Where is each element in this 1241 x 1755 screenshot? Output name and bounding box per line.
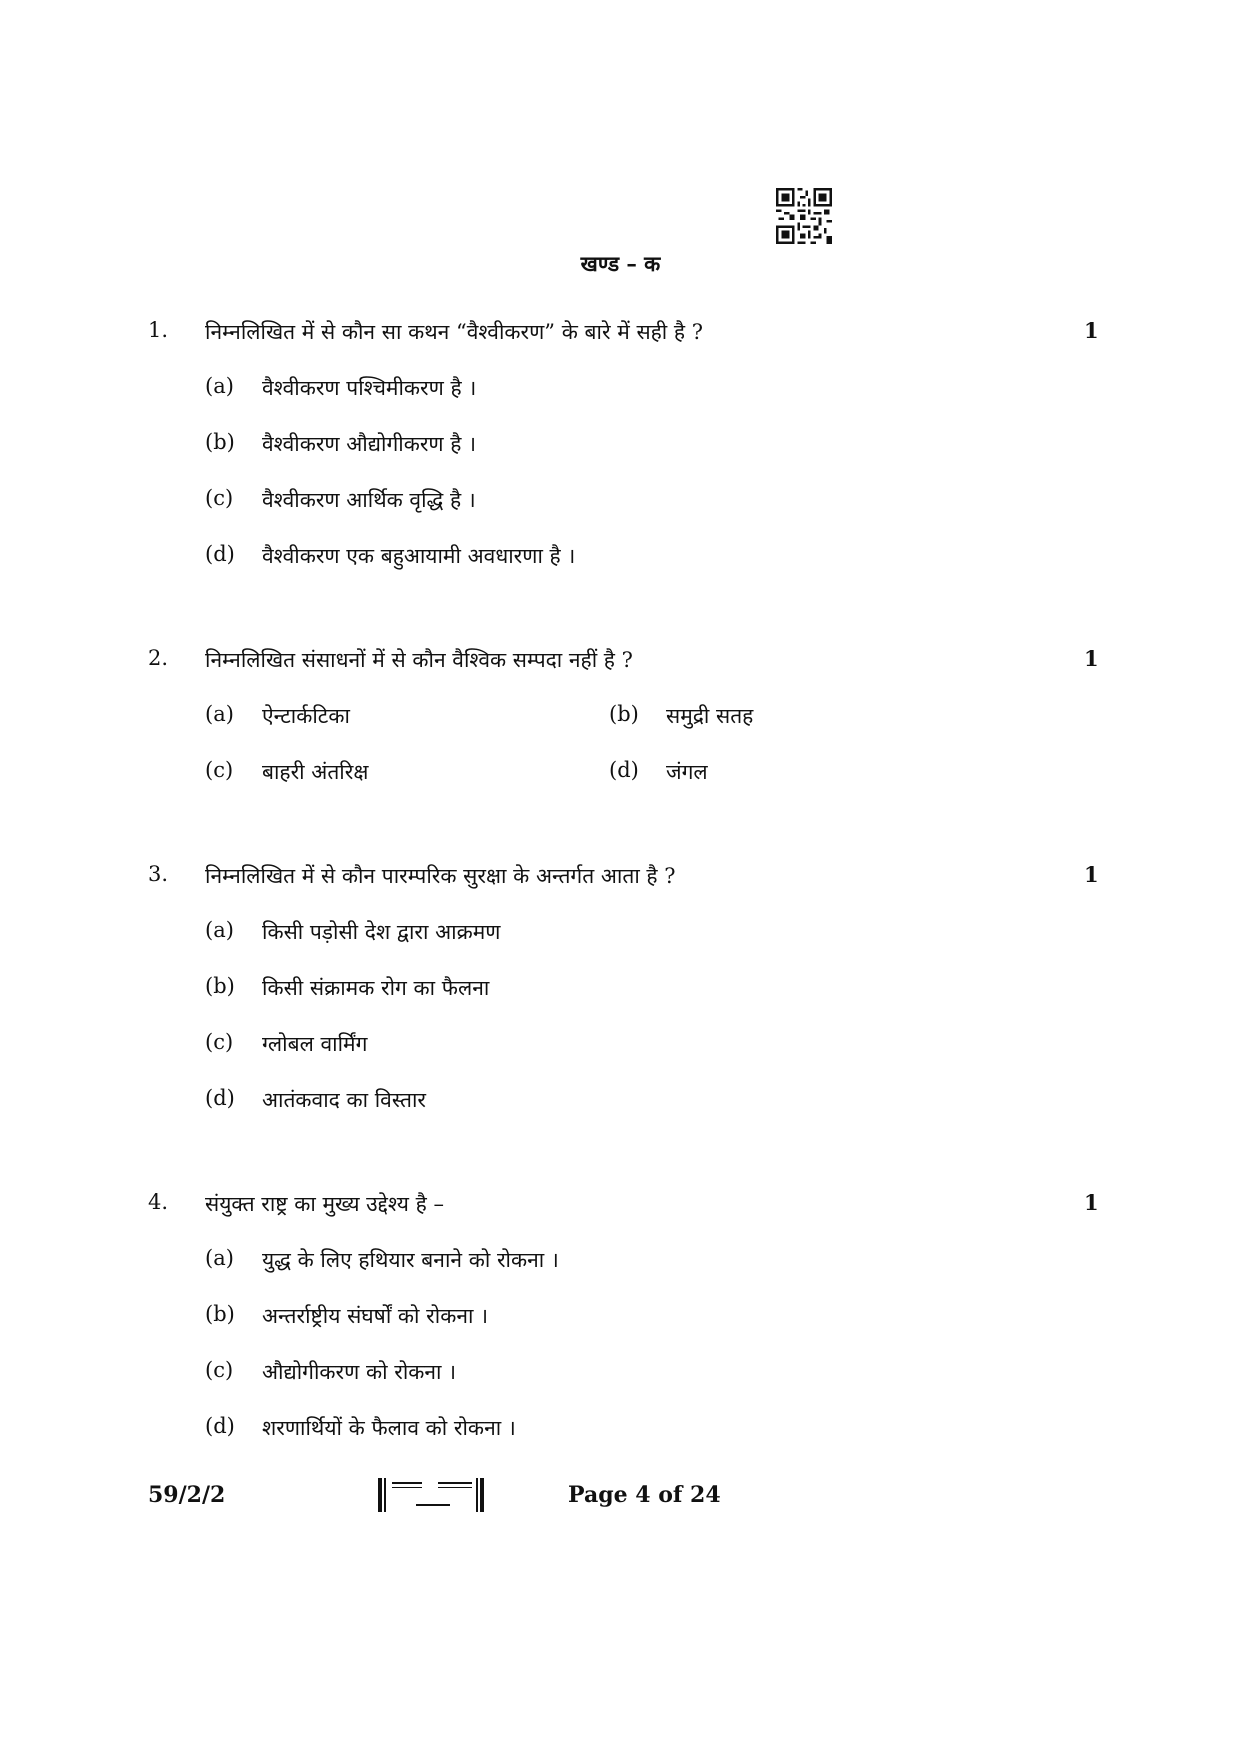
question-3-number: 3. bbox=[148, 862, 169, 886]
question-2-option-d-label: (d) bbox=[609, 758, 639, 782]
question-3-marks: 1 bbox=[1084, 862, 1099, 887]
question-4-marks: 1 bbox=[1084, 1190, 1099, 1215]
question-2-option-b-label: (b) bbox=[609, 702, 639, 726]
question-1-option-d-text: वैश्वीकरण एक बहुआयामी अवधारणा है । bbox=[262, 544, 576, 568]
question-2-marks: 1 bbox=[1084, 646, 1099, 671]
question-3-option-d-text: आतंकवाद का विस्तार bbox=[262, 1088, 427, 1112]
question-1-option-b-label: (b) bbox=[205, 430, 235, 454]
question-4-option-a-text: युद्ध के लिए हथियार बनाने को रोकना । bbox=[262, 1248, 559, 1272]
section-title: खण्ड – क bbox=[580, 251, 661, 276]
question-2-option-d-text: जंगल bbox=[666, 760, 708, 784]
question-2-number: 2. bbox=[148, 646, 169, 670]
question-3-option-a-text: किसी पड़ोसी देश द्वारा आक्रमण bbox=[262, 920, 501, 944]
question-1-marks: 1 bbox=[1084, 318, 1099, 343]
question-2-option-c-text: बाहरी अंतरिक्ष bbox=[262, 760, 369, 784]
question-3-option-b-text: किसी संक्रामक रोग का फैलना bbox=[262, 976, 490, 1000]
qr-code-icon bbox=[776, 188, 832, 244]
question-2-option-a-text: ऐन्टार्कटिका bbox=[262, 704, 350, 728]
question-1-number: 1. bbox=[148, 318, 169, 342]
question-3-option-b-label: (b) bbox=[205, 974, 235, 998]
question-4-option-c-text: औद्योगीकरण को रोकना । bbox=[262, 1360, 457, 1384]
question-3-option-d-label: (d) bbox=[205, 1086, 235, 1110]
question-4-option-b-text: अन्तर्राष्ट्रीय संघर्षों को रोकना । bbox=[262, 1304, 489, 1328]
question-1-option-a-label: (a) bbox=[205, 374, 234, 398]
question-1-option-a-text: वैश्वीकरण पश्चिमीकरण है । bbox=[262, 376, 477, 400]
question-3-text: निम्नलिखित में से कौन पारम्परिक सुरक्षा के अन्तर्गत आता है ? bbox=[205, 864, 676, 888]
question-4-text: संयुक्त राष्ट्र का मुख्य उद्देश्य है – bbox=[205, 1192, 444, 1216]
question-4-number: 4. bbox=[148, 1190, 169, 1214]
question-2-text: निम्नलिखित संसाधनों में से कौन वैश्विक सम्पदा नहीं है ? bbox=[205, 648, 633, 672]
question-4-option-d-text: शरणार्थियों के फैलाव को रोकना । bbox=[262, 1416, 516, 1440]
question-1-option-c-label: (c) bbox=[205, 486, 234, 510]
barcode-icon bbox=[378, 1478, 484, 1512]
question-2-option-a-label: (a) bbox=[205, 702, 234, 726]
question-3-option-c-label: (c) bbox=[205, 1030, 234, 1054]
question-1-option-b-text: वैश्वीकरण औद्योगीकरण है । bbox=[262, 432, 477, 456]
question-4-option-c-label: (c) bbox=[205, 1358, 234, 1382]
question-3-option-c-text: ग्लोबल वार्मिंग bbox=[262, 1032, 368, 1056]
question-3-option-a-label: (a) bbox=[205, 918, 234, 942]
question-4-option-b-label: (b) bbox=[205, 1302, 235, 1326]
question-1-option-c-text: वैश्वीकरण आर्थिक वृद्धि है । bbox=[262, 488, 476, 512]
question-4-option-a-label: (a) bbox=[205, 1246, 234, 1270]
question-2-option-c-label: (c) bbox=[205, 758, 234, 782]
question-1-text: निम्नलिखित में से कौन सा कथन “वैश्वीकरण” के बारे में सही है ? bbox=[205, 320, 703, 344]
question-1-option-d-label: (d) bbox=[205, 542, 235, 566]
question-2-option-b-text: समुद्री सतह bbox=[666, 704, 754, 728]
page-number: Page 4 of 24 bbox=[568, 1482, 721, 1508]
question-4-option-d-label: (d) bbox=[205, 1414, 235, 1438]
paper-code: 59/2/2 bbox=[148, 1482, 226, 1508]
